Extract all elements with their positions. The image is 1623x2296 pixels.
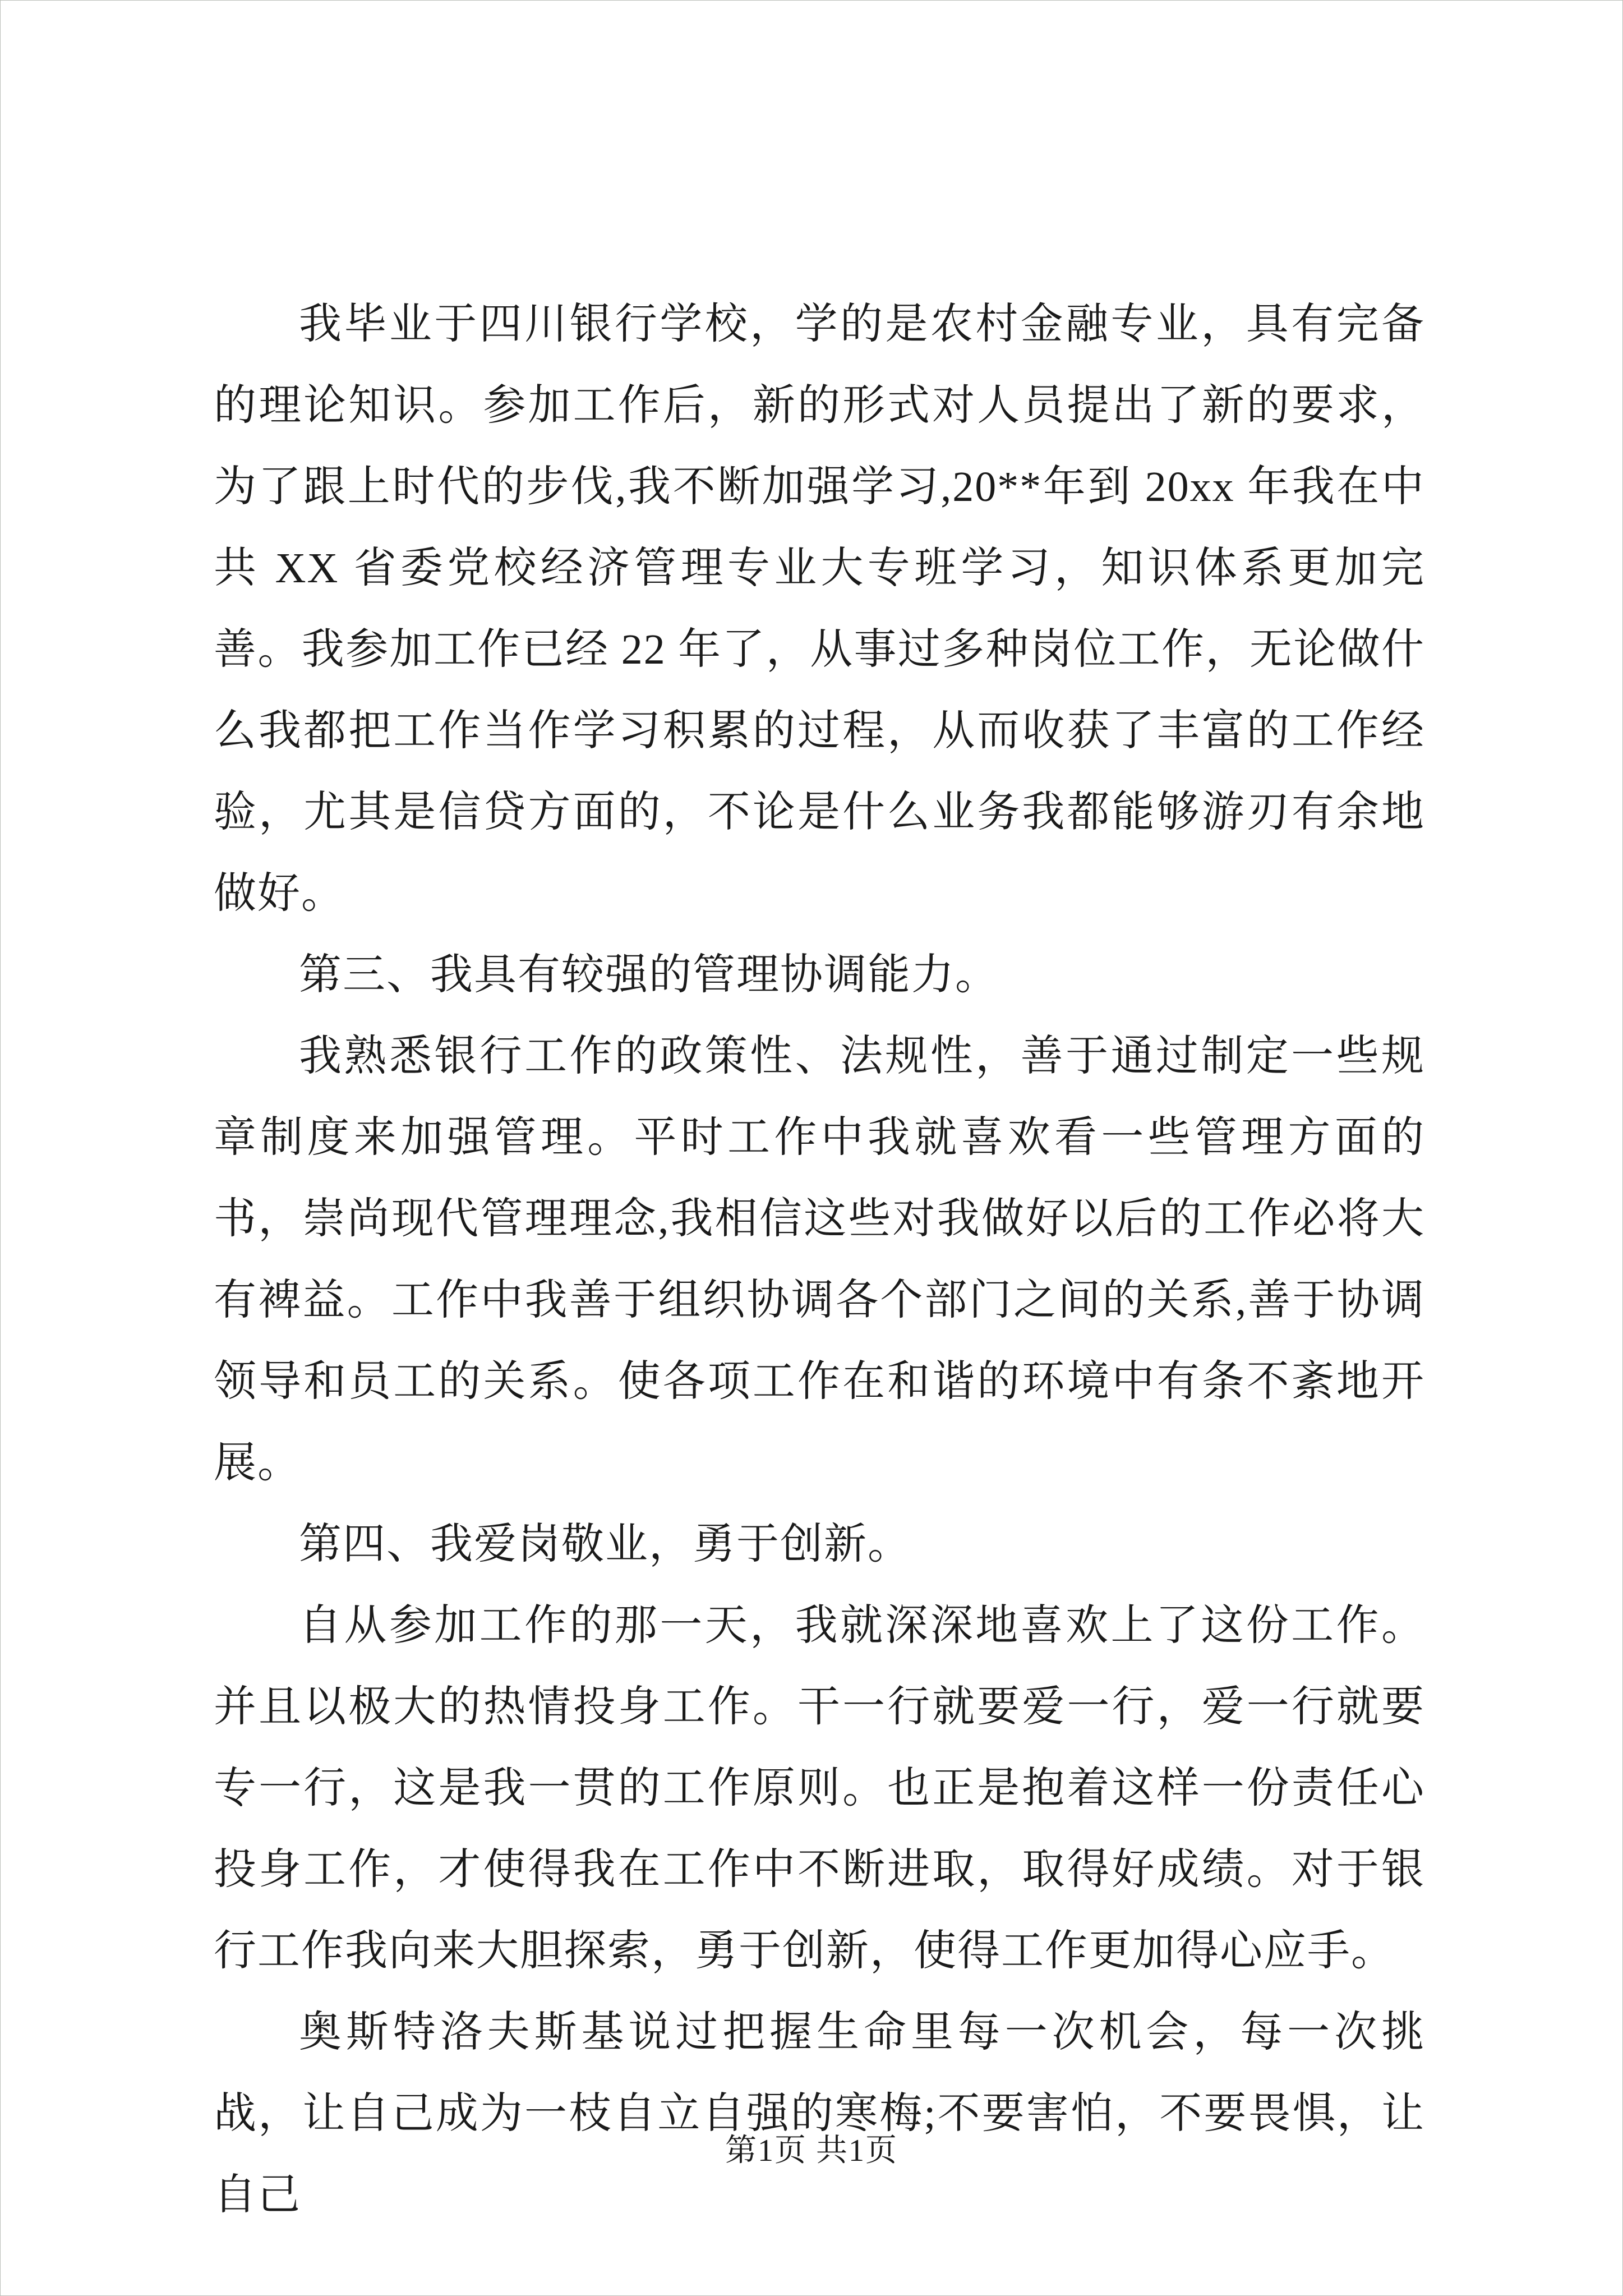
document-body — [214, 284, 1425, 2236]
paragraph-5: 自从参加工作的那一天，我就深深地喜欢上了这份工作。并且以极大的热情投身工作。干一行就要爱一行，爱一行就要专一行，这是我一贯的工作原则。也正是抱着这样一份责任心投身工作，才使得我在工作中不断进取，取得好成绩。对于银行工作我向来大胆探索，勇于创新，使得工作更加得心应手。 — [214, 1602, 1425, 1975]
paragraph-2-heading: 第三、我具有较强的管理协调能力。 — [299, 951, 999, 999]
paragraph-3: 我熟悉银行工作的政策性、法规性，善于通过制定一些规章制度来加强管理。平时工作中我就喜欢看一些管理方面的书，崇尚现代管理理念,我相信这些对我做好以后的工作必将大有裨益。工作中我善于组织协调各个部门之间的关系,善于协调领导和员工的关系。使各项工作在和谐的环境中有条不紊地开展。 — [214, 1033, 1425, 1487]
paragraph-4-heading: 第四、我爱岗敬业，勇于创新。 — [299, 1521, 911, 1568]
paragraph-6: 奥斯特洛夫斯基说过把握生命里每一次机会，每一次挑战，让自己成为一枝自立自强的寒梅;不要害怕，不要畏惧，让自己 — [214, 2009, 1425, 2219]
page-footer — [1, 2125, 1622, 2170]
paragraph-1: 我毕业于四川银行学校，学的是农村金融专业，具有完备的理论知识。参加工作后，新的形式对人员提出了新的要求，为了跟上时代的步伐,我不断加强学习,20**年到 20xx 年我在中共 XX 省委党校经济管理专业大专班学习，知识体系更加完善。我参加工作已经 22 年了，从事过多种岗位工作，无论做什么我都把工作当作学习积累的过程，从而收获了丰富的工作经验，尤其是信贷方面的，不论是什么业务我都能够游刃有余地做好。 — [214, 301, 1425, 917]
page-number-text: 第1页 共1页 — [725, 2133, 898, 2168]
